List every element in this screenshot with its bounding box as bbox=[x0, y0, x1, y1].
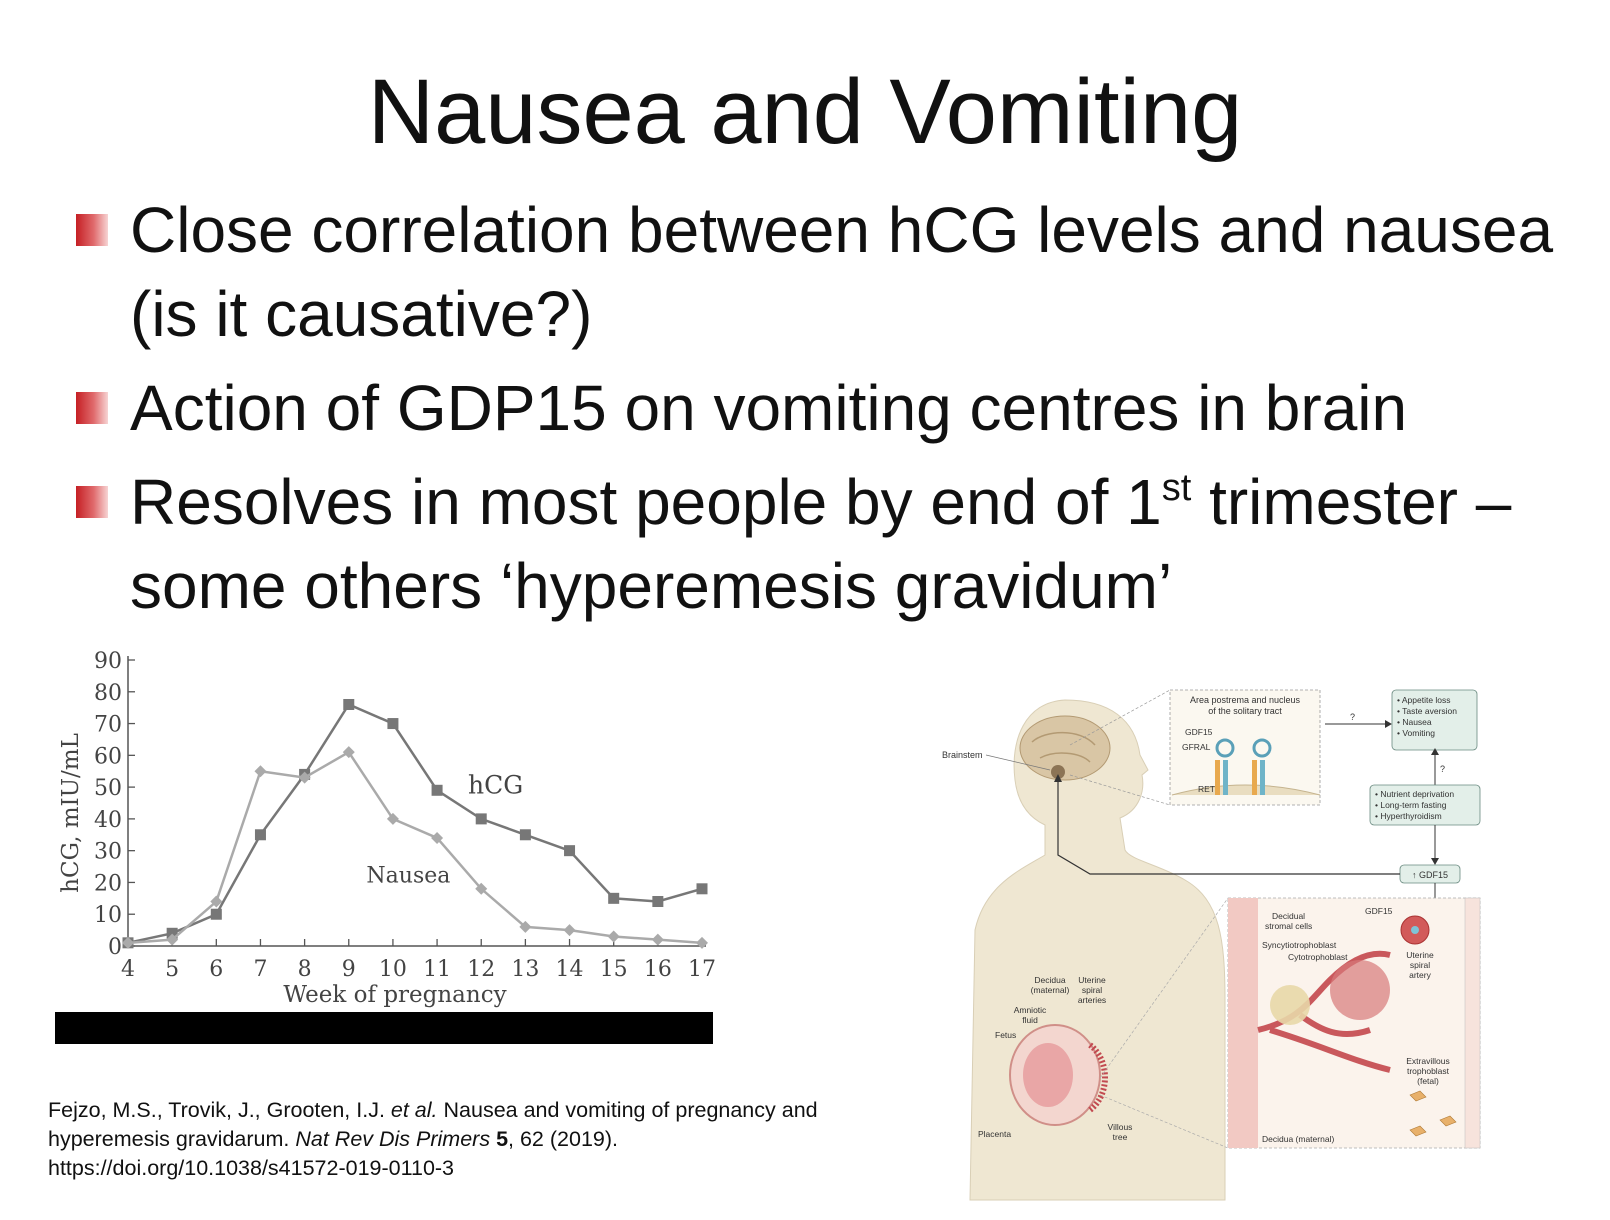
data-point bbox=[432, 785, 443, 796]
svg-text:artery: artery bbox=[1409, 970, 1431, 980]
bullet-square-icon bbox=[76, 392, 108, 424]
citation-title-2: hyperemesis gravidarum. bbox=[48, 1127, 296, 1151]
svg-text:spiral: spiral bbox=[1081, 985, 1103, 995]
svg-text:Area postrema and nucleus: Area postrema and nucleus bbox=[1189, 695, 1301, 705]
chart-axes bbox=[94, 649, 716, 982]
x-tick-label: 12 bbox=[467, 957, 496, 982]
slide-title: Nausea and Vomiting bbox=[367, 61, 1243, 163]
citation-line-2 bbox=[48, 1125, 978, 1154]
y-tick-label: 70 bbox=[94, 712, 122, 738]
svg-text:spiral: spiral bbox=[1409, 960, 1431, 970]
svg-text:(fetal): (fetal) bbox=[1417, 1076, 1439, 1086]
svg-text:Villous: Villous bbox=[1107, 1122, 1133, 1132]
bullet-text: Action of GDP15 on vomiting centres in brain bbox=[130, 372, 1408, 444]
svg-text:?: ? bbox=[1440, 764, 1446, 774]
svg-text:stromal cells: stromal cells bbox=[1265, 921, 1313, 931]
svg-text:trophoblast: trophoblast bbox=[1406, 1066, 1450, 1076]
y-tick-label: 80 bbox=[94, 680, 122, 706]
series-label-hcg: hCG bbox=[467, 770, 524, 800]
svg-text:?: ? bbox=[1350, 712, 1356, 722]
data-point bbox=[608, 930, 620, 942]
bullet-text: Close correlation between hCG levels and nausea (is it causative?) bbox=[130, 194, 1554, 350]
y-tick-label: 30 bbox=[94, 839, 122, 865]
citation-doi[interactable]: https://doi.org/10.1038/s41572-019-0110-3 bbox=[48, 1156, 455, 1180]
label-brainstem: Brainstem bbox=[942, 750, 983, 760]
chart-svg bbox=[50, 649, 750, 1080]
bullet-text-after: trimester – some others ‘hyperemesis gravidum’ bbox=[130, 466, 1512, 622]
fetus-shape bbox=[1023, 1043, 1073, 1107]
bullet-resolves bbox=[72, 460, 1592, 628]
x-tick-label: 8 bbox=[297, 957, 312, 982]
citation bbox=[48, 1096, 978, 1183]
svg-text:GDF15: GDF15 bbox=[1185, 727, 1213, 737]
svg-text:• Taste aversion: • Taste aversion bbox=[1397, 706, 1457, 716]
series-label-nausea: Nausea bbox=[366, 863, 451, 889]
y-tick-label: 0 bbox=[108, 935, 122, 960]
svg-text:• Long-term fasting: • Long-term fasting bbox=[1375, 800, 1447, 810]
svg-text:arteries: arteries bbox=[1077, 995, 1107, 1005]
citation-pages: , 62 (2019). bbox=[508, 1127, 618, 1151]
y-tick-label: 60 bbox=[94, 744, 122, 770]
data-point bbox=[652, 896, 663, 907]
svg-text:GFRAL: GFRAL bbox=[1182, 742, 1211, 752]
citation-et-al: et al. bbox=[390, 1098, 438, 1122]
x-tick-label: 15 bbox=[599, 957, 628, 982]
x-tick-label: 10 bbox=[378, 957, 407, 982]
data-point bbox=[255, 829, 266, 840]
svg-text:• Nutrient deprivation: • Nutrient deprivation bbox=[1375, 789, 1455, 799]
bullet-square-icon bbox=[76, 214, 108, 246]
x-tick-label: 14 bbox=[555, 957, 584, 982]
data-point bbox=[211, 909, 222, 920]
black-bar bbox=[55, 1012, 713, 1044]
svg-text:• Hyperthyroidism: • Hyperthyroidism bbox=[1375, 811, 1442, 821]
hcg-nausea-chart bbox=[50, 649, 750, 1080]
brain-shape bbox=[1020, 716, 1110, 780]
y-axis-label: hCG, mIU/mL bbox=[58, 733, 84, 893]
svg-text:• Appetite loss: • Appetite loss bbox=[1397, 695, 1451, 705]
svg-text:Amniotic: Amniotic bbox=[1013, 1005, 1047, 1015]
svg-text:RET: RET bbox=[1198, 784, 1215, 794]
data-point bbox=[697, 883, 708, 894]
svg-text:Placenta: Placenta bbox=[978, 1129, 1012, 1139]
svg-text:Uterine: Uterine bbox=[1078, 975, 1106, 985]
svg-text:tree: tree bbox=[1112, 1132, 1128, 1142]
svg-text:GDF15: GDF15 bbox=[1365, 906, 1393, 916]
diagram-svg bbox=[942, 695, 1530, 1200]
svg-text:Cytotrophoblast: Cytotrophoblast bbox=[1288, 952, 1348, 962]
svg-text:Syncytiotrophoblast: Syncytiotrophoblast bbox=[1262, 940, 1337, 950]
citation-journal: Nat Rev Dis Primers bbox=[295, 1127, 491, 1151]
placenta-detail-box bbox=[1228, 898, 1480, 1148]
decidua-wall bbox=[1228, 898, 1258, 1148]
data-point bbox=[387, 718, 398, 729]
gdf15-mechanism-diagram bbox=[942, 695, 1530, 1200]
series-line-hcg bbox=[128, 704, 702, 942]
x-tick-label: 5 bbox=[165, 957, 180, 982]
data-point bbox=[652, 934, 664, 946]
y-tick-label: 40 bbox=[94, 807, 122, 833]
y-tick-label: 90 bbox=[94, 649, 122, 674]
svg-text:Decidual: Decidual bbox=[1272, 911, 1306, 921]
data-point bbox=[343, 699, 354, 710]
svg-text:of the solitary tract: of the solitary tract bbox=[1208, 706, 1282, 716]
svg-text:(maternal): (maternal) bbox=[1030, 985, 1070, 995]
x-tick-label: 9 bbox=[341, 957, 356, 982]
svg-text:• Nausea: • Nausea bbox=[1397, 717, 1432, 727]
svg-text:↑ GDF15: ↑ GDF15 bbox=[1411, 870, 1449, 880]
bullet-hcg-correlation bbox=[72, 188, 1592, 356]
x-axis-label: Week of pregnancy bbox=[283, 982, 507, 1008]
bullet-square-icon bbox=[76, 486, 108, 518]
y-tick-label: 10 bbox=[94, 903, 122, 929]
chart-lines bbox=[122, 699, 708, 949]
data-point bbox=[520, 829, 531, 840]
svg-text:• Vomiting: • Vomiting bbox=[1397, 728, 1435, 738]
bullet-gdp15 bbox=[72, 366, 1592, 450]
data-point bbox=[696, 937, 708, 949]
svg-text:Extravillous: Extravillous bbox=[1406, 1056, 1450, 1066]
svg-text:fluid: fluid bbox=[1022, 1015, 1038, 1025]
x-tick-label: 6 bbox=[209, 957, 224, 982]
citation-title-1: Nausea and vomiting of pregnancy and bbox=[437, 1098, 818, 1122]
citation-line-1 bbox=[48, 1096, 978, 1125]
x-tick-label: 16 bbox=[643, 957, 672, 982]
x-tick-label: 13 bbox=[511, 957, 540, 982]
y-tick-label: 20 bbox=[94, 871, 122, 897]
bullet-superscript: st bbox=[1161, 467, 1192, 509]
x-tick-label: 4 bbox=[121, 957, 135, 982]
data-point bbox=[476, 813, 487, 824]
svg-text:Decidua: Decidua bbox=[1034, 975, 1066, 985]
svg-text:Fetus: Fetus bbox=[995, 1030, 1017, 1040]
bullet-text-before: Resolves in most people by end of 1 bbox=[130, 466, 1162, 538]
data-point bbox=[608, 893, 619, 904]
svg-text:Uterine: Uterine bbox=[1406, 950, 1434, 960]
citation-volume: 5 bbox=[496, 1127, 509, 1151]
data-point bbox=[254, 765, 266, 777]
data-point bbox=[564, 924, 576, 936]
x-tick-label: 17 bbox=[688, 957, 716, 982]
x-tick-label: 7 bbox=[253, 957, 268, 982]
data-point bbox=[564, 845, 575, 856]
svg-text:Decidua (maternal): Decidua (maternal) bbox=[1262, 1134, 1335, 1144]
citation-authors: Fejzo, M.S., Trovik, J., Grooten, I.J. bbox=[48, 1098, 391, 1122]
bullet-list bbox=[72, 188, 1592, 638]
x-tick-label: 11 bbox=[423, 957, 452, 982]
y-tick-label: 50 bbox=[94, 776, 122, 802]
